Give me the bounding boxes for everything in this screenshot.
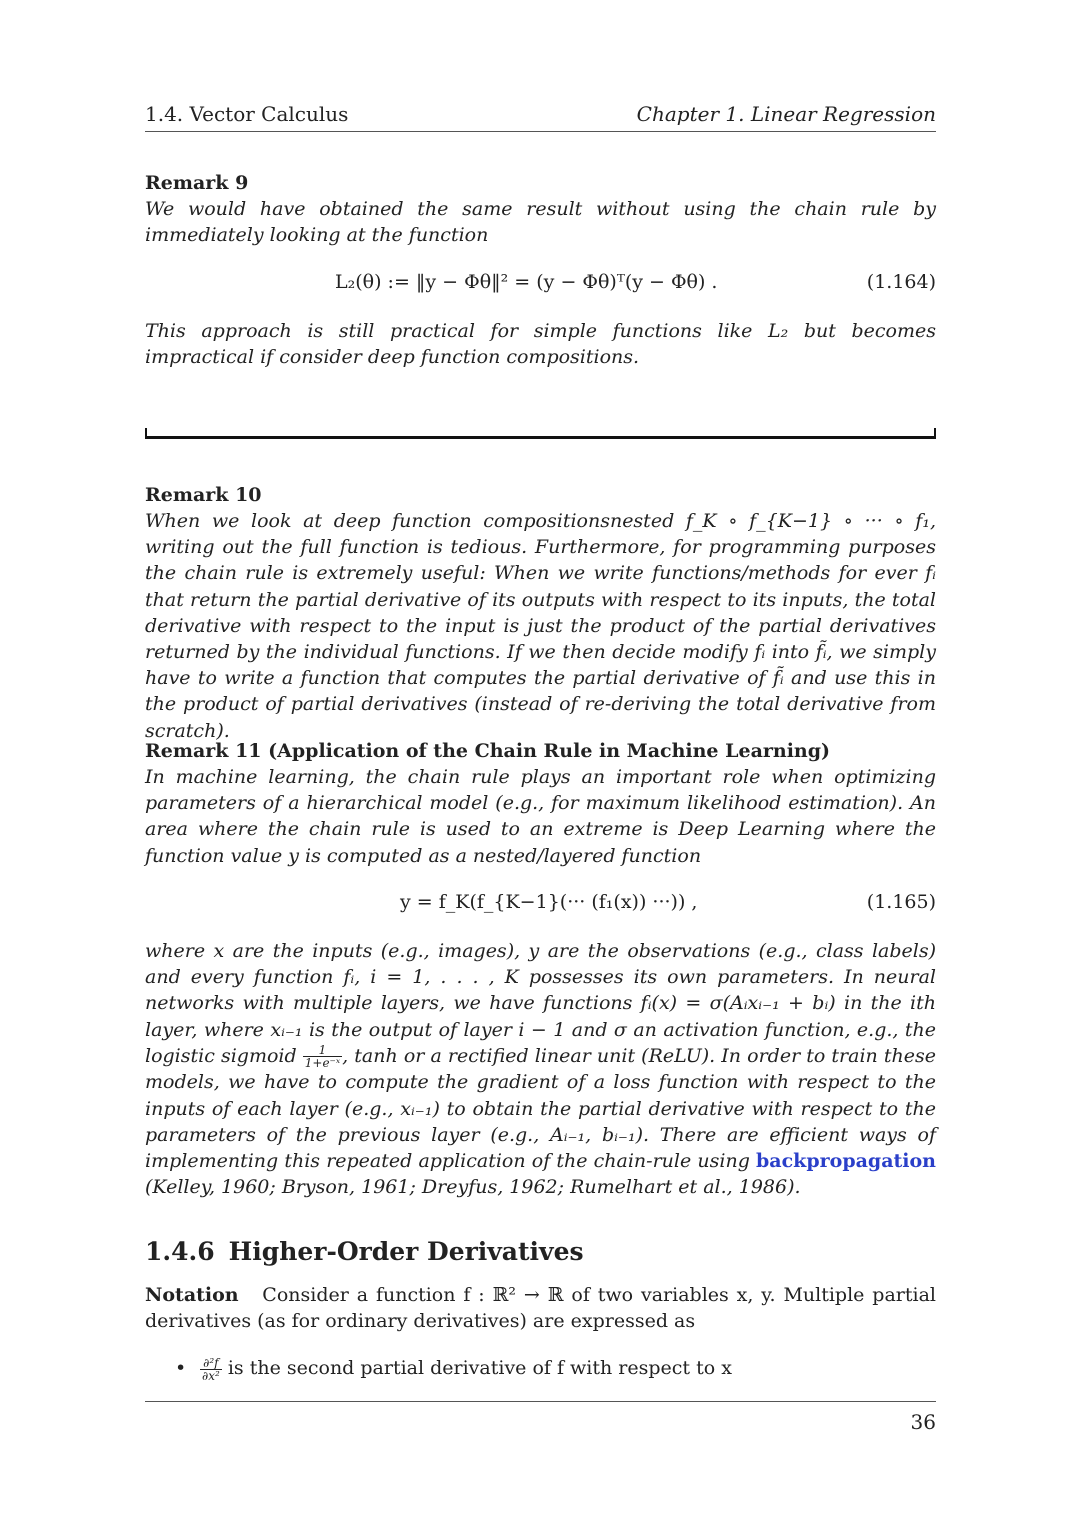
equation-1-165 xyxy=(145,888,936,916)
remark-11-text-3: (Kelley, 1960; Bryson, 1961; Dreyfus, 1962; Rumelhart et al., 1986). xyxy=(145,1176,801,1199)
second-derivative-numerator: ∂²f xyxy=(200,1357,222,1370)
sigmoid-denominator: 1+e⁻ˣ xyxy=(304,1056,341,1071)
equation-1-165-expression: y = f_K(f_{K−1}(··· (f₁(x)) ···)) , xyxy=(400,891,698,913)
section-heading xyxy=(145,1236,936,1268)
remark-10-body: When we look at deep function compositionsnested f_K ∘ f_{K−1} ∘ ··· ∘ f₁, writing out the full function is tedious. Furthermore, for programming purposes the chain rule is extremely useful: When we write functions/methods for ever fᵢ that return the partial derivative of its outputs with respect to its inputs, the total derivative with respect to the input is just the product of the partial derivatives returned by the individual functions. If we then decide modify fᵢ into f̃ᵢ, we simply have to write a function that computes the partial derivative of f̃ᵢ and use this in the product of partial derivatives (instead of re-deriving the total derivative from scratch). xyxy=(145,510,936,742)
remark-11-intro: In machine learning, the chain rule plays an important role when optimizing parameters of a hierarchical model (e.g., for maximum likelihood estimation). An area where the chain rule is used to an extreme is Deep Learning where the function value y is computed as a nested/layered function xyxy=(145,766,936,867)
second-derivative-fraction xyxy=(200,1357,222,1382)
remark-9-conclusion: This approach is still practical for simple functions like L₂ but becomes impractical if consider deep function compositions. xyxy=(145,320,936,369)
sigmoid-numerator: 1 xyxy=(303,1044,342,1057)
remark-11-body xyxy=(145,938,936,1200)
list-item-text xyxy=(200,1353,732,1383)
running-header xyxy=(145,100,936,132)
remark-11-title: Remark 11 (Application of the Chain Rule in Machine Learning) xyxy=(145,740,831,762)
equation-1-164 xyxy=(145,268,936,296)
separator-rule xyxy=(145,436,936,439)
notation-paragraph xyxy=(145,1282,936,1334)
notation-label: Notation xyxy=(145,1284,239,1306)
remark-11 xyxy=(145,738,936,869)
section-number: 1.4.6 xyxy=(145,1237,215,1266)
notation-text: Consider a function f : ℝ² → ℝ of two variables x, y. Multiple partial derivatives (as for ordinary derivatives) are expressed as xyxy=(145,1284,936,1333)
section-title: Higher-Order Derivatives xyxy=(228,1237,584,1266)
footer-rule xyxy=(145,1401,936,1402)
header-section: 1.4. Vector Calculus xyxy=(145,102,349,126)
remark-10-title: Remark 10 xyxy=(145,484,262,506)
separator-left-tick xyxy=(145,428,147,439)
page-number: 36 xyxy=(910,1410,936,1434)
separator-right-tick xyxy=(934,428,936,439)
remark-9-title: Remark 9 xyxy=(145,172,249,194)
remark-9-intro: We would have obtained the same result without using the chain rule by immediately looking at the function xyxy=(145,198,936,247)
list-item-label: is the second partial derivative of f with respect to x xyxy=(227,1357,732,1379)
header-chapter: Chapter 1. Linear Regression xyxy=(636,102,936,126)
bullet-dot-icon: • xyxy=(175,1357,187,1379)
remark-11-text-2: , tanh or a rectified linear unit (ReLU). In order to train these models, we have to compute the gradient of a loss function with respect to the inputs of each layer (e.g., xᵢ₋₁) to obtain the partial derivative with respect to the parameters of the previous layer (e.g., Aᵢ₋₁, bᵢ₋₁). There are efficient ways of implementing this repeated application of the chain-rule using xyxy=(145,1044,936,1172)
remark-10 xyxy=(145,482,936,744)
sigmoid-fraction xyxy=(303,1044,342,1069)
remark-11-text-1: where x are the inputs (e.g., images), y are the observations (e.g., class labels) and every function fᵢ, i = 1, . . . , K possesses its own parameters. In neural networks with multiple layers, we have functions fᵢ(x) = σ(Aᵢxᵢ₋₁ + bᵢ) in the ith layer, where xᵢ₋₁ is the output of layer i − 1 and σ an activation function, e.g., the logistic sigmoid xyxy=(145,940,936,1067)
equation-1-164-expression: L₂(θ) := ‖y − Φθ‖² = (y − Φθ)ᵀ(y − Φθ) . xyxy=(335,271,718,293)
backpropagation-link[interactable]: backpropagation xyxy=(756,1149,936,1172)
second-derivative-denominator: ∂x² xyxy=(202,1368,220,1383)
equation-1-165-number: (1.165) xyxy=(866,891,936,913)
equation-1-164-number: (1.164) xyxy=(866,271,936,293)
remark-9 xyxy=(145,170,936,248)
